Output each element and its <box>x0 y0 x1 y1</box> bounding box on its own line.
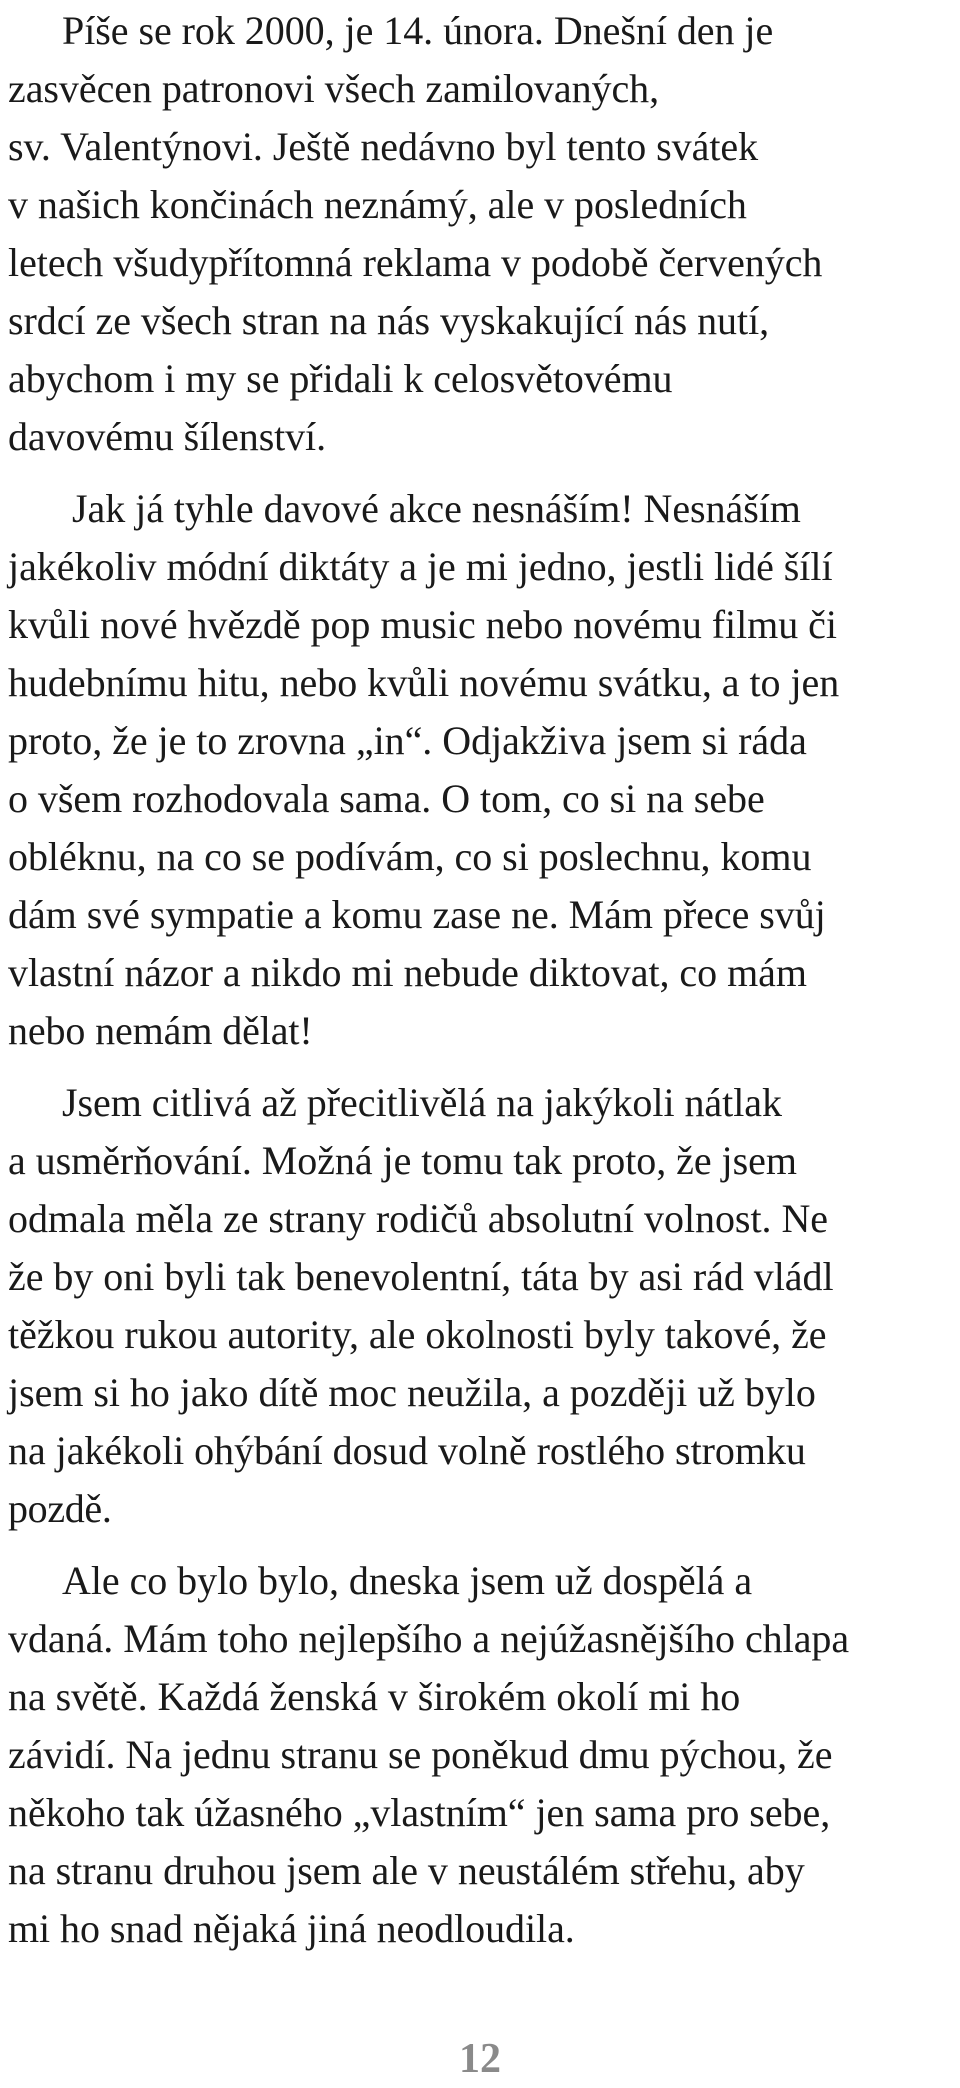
text-line: Jsem citlivá až přecitlivělá na jakýkoli nátlak <box>62 1080 782 1125</box>
text-line: proto, že je to zrovna „in“. Odjakživa jsem si ráda <box>8 718 807 763</box>
paragraph-3 <box>8 1074 958 1538</box>
paragraph-4 <box>8 1552 958 1958</box>
text-line: pozdě. <box>8 1486 112 1531</box>
text-line: někoho tak úžasného „vlastním“ jen sama pro sebe, <box>8 1790 831 1835</box>
text-line: jakékoliv módní diktáty a je mi jedno, jestli lidé šílí <box>8 544 833 589</box>
text-line: abychom i my se přidali k celosvětovému <box>8 356 673 401</box>
text-line: jsem si ho jako dítě moc neužila, a později už bylo <box>8 1370 816 1415</box>
text-line: vlastní názor a nikdo mi nebude diktovat, co mám <box>8 950 807 995</box>
text-line: dám své sympatie a komu zase ne. Mám přece svůj <box>8 892 826 937</box>
body-text <box>8 2 958 1958</box>
paragraph-1 <box>8 2 958 466</box>
paragraph-2 <box>8 480 958 1060</box>
text-line: těžkou rukou autority, ale okolnosti byly takové, že <box>8 1312 827 1357</box>
text-line: Ale co bylo bylo, dneska jsem už dospělá a <box>62 1558 753 1603</box>
text-line: v našich končinách neznámý, ale v posledních <box>8 182 747 227</box>
text-line: Jak já tyhle davové akce nesnáším! Nesnáším <box>72 486 801 531</box>
text-line: zasvěcen patronovi všech zamilovaných, <box>8 66 660 111</box>
text-line: sv. Valentýnovi. Ještě nedávno byl tento svátek <box>8 124 759 169</box>
text-line: mi ho snad nějaká jiná neodloudila. <box>8 1906 575 1951</box>
text-line: davovému šílenství. <box>8 414 326 459</box>
text-line: a usměrňování. Možná je tomu tak proto, že jsem <box>8 1138 797 1183</box>
text-line: kvůli nové hvězdě pop music nebo novému filmu či <box>8 602 837 647</box>
text-line: o všem rozhodovala sama. O tom, co si na sebe <box>8 776 765 821</box>
text-line: na jakékoli ohýbání dosud volně rostlého stromku <box>8 1428 806 1473</box>
text-line: vdaná. Mám toho nejlepšího a nejúžasnějšího chlapa <box>8 1616 850 1661</box>
paragraph-gap <box>8 1538 958 1552</box>
text-line: obléknu, na co se podívám, co si poslechnu, komu <box>8 834 812 879</box>
text-line: srdcí ze všech stran na nás vyskakující nás nutí, <box>8 298 770 343</box>
text-line: Píše se rok 2000, je 14. února. Dnešní den je <box>62 8 774 53</box>
text-line: na světě. Každá ženská v širokém okolí mi ho <box>8 1674 741 1719</box>
text-line: odmala měla ze strany rodičů absolutní volnost. Ne <box>8 1196 829 1241</box>
page-number: 12 <box>459 2036 501 2082</box>
paragraph-gap <box>8 1060 958 1074</box>
text-line: závidí. Na jednu stranu se poněkud dmu pýchou, že <box>8 1732 833 1777</box>
text-line: nebo nemám dělat! <box>8 1008 313 1053</box>
text-line: na stranu druhou jsem ale v neustálém střehu, aby <box>8 1848 805 1893</box>
paragraph-gap <box>8 466 958 480</box>
text-line: hudebnímu hitu, nebo kvůli novému svátku, a to jen <box>8 660 840 705</box>
text-line: že by oni byli tak benevolentní, táta by asi rád vládl <box>8 1254 834 1299</box>
text-line: letech všudypřítomná reklama v podobě červených <box>8 240 823 285</box>
